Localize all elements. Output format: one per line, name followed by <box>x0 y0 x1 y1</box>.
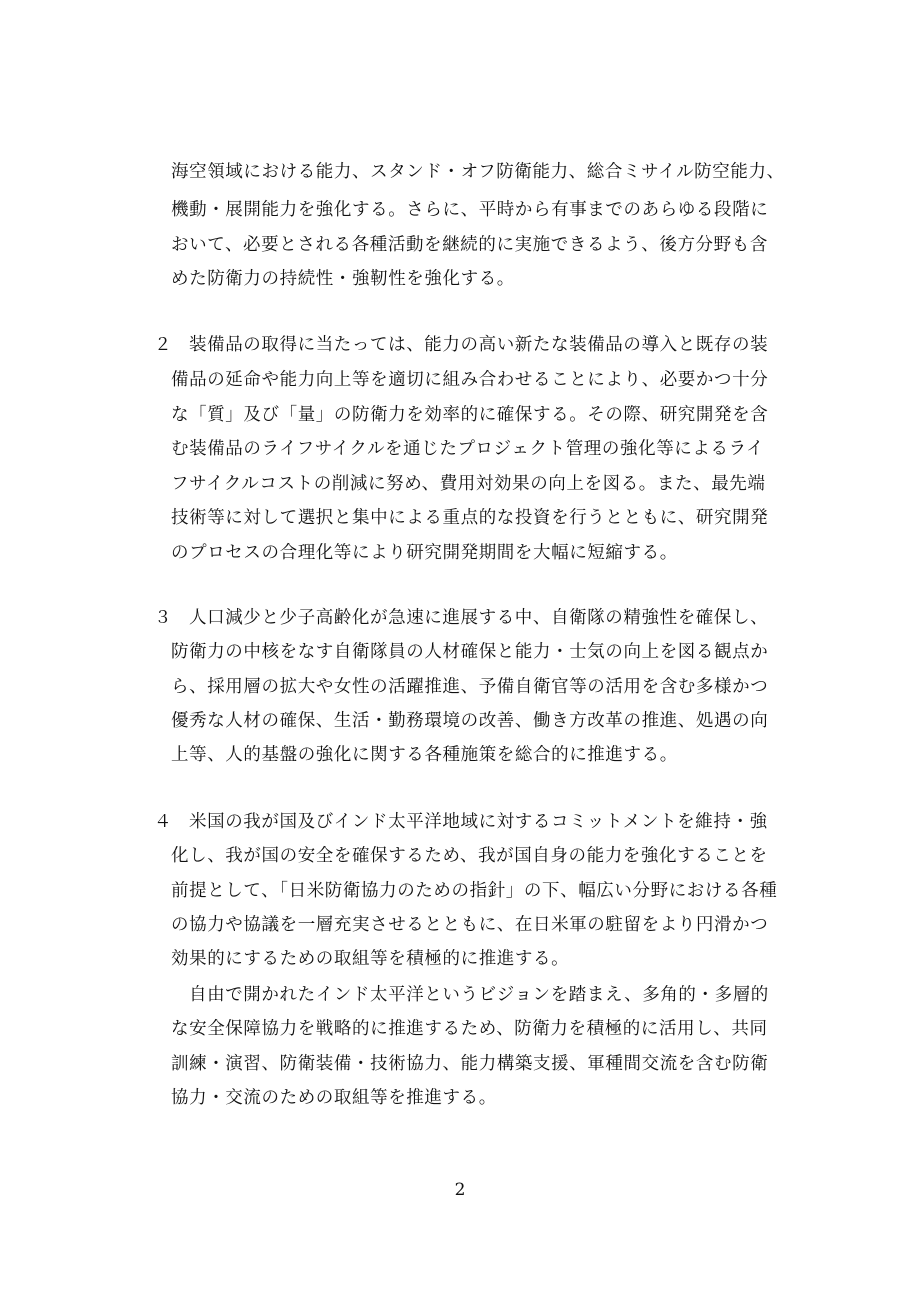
text-line: 協力・交流のための取組等を推進する。 <box>171 1088 497 1108</box>
text-line: の協力や協議を一層充実させるとともに、在日米軍の駐留をより円滑かつ <box>171 915 769 935</box>
text-line: 技術等に対して選択と集中による重点的な投資を行うとともに、研究開発 <box>171 508 769 528</box>
text-line: 装備品の取得に当たっては、能力の高い新たな装備品の導入と既存の装 <box>189 335 769 355</box>
text-line: 防衛力の中核をなす自衛隊員の人材確保と能力・士気の向上を図る観点か <box>171 642 769 662</box>
item-number: ４ <box>154 812 173 832</box>
text-line: な安全保障協力を戦略的に推進するため、防衛力を積極的に活用し、共同 <box>171 1019 768 1039</box>
item-number: ３ <box>154 608 173 628</box>
text-line: 化し、我が国の安全を確保するため、我が国自身の能力を強化することを <box>171 846 768 866</box>
text-line: おいて、必要とされる各種活動を継続的に実施できるよう、後方分野も含 <box>171 235 768 255</box>
page-number: 2 <box>454 1180 466 1200</box>
text-line: フサイクルコストの削減に努め、費用対効果の向上を図る。また、最先端 <box>171 474 766 494</box>
text-line: 機動・展開能力を強化する。さらに、平時から有事までのあらゆる段階に <box>171 200 769 220</box>
text-line: めた防衛力の持続性・強靭性を強化する。 <box>171 269 515 289</box>
text-line: む装備品のライフサイクルを通じたプロジェクト管理の強化等によるライ <box>171 439 765 459</box>
text-line: 上等、人的基盤の強化に関する各種施策を総合的に推進する。 <box>171 745 678 765</box>
text-line: 効果的にするための取組等を積極的に推進する。 <box>171 949 570 969</box>
text-line: のプロセスの合理化等により研究開発期間を大幅に短縮する。 <box>171 543 678 563</box>
text-line: 訓練・演習、防衛装備・技術協力、能力構築支援、軍種間交流を含む防衛 <box>171 1054 769 1074</box>
text-line: 自由で開かれたインド太平洋というビジョンを踏まえ、多角的・多層的 <box>189 985 769 1005</box>
text-line: な「質」及び「量」の防衛力を効率的に確保する。その際、研究開発を含 <box>171 405 769 425</box>
text-line: 海空領域における能力、スタンド・オフ防衛能力、総合ミサイル防空能力、 <box>171 162 785 182</box>
text-line: 優秀な人材の確保、生活・勤務環境の改善、働き方改革の推進、処遇の向 <box>171 711 769 731</box>
text-line: 備品の延命や能力向上等を適切に組み合わせることにより、必要かつ十分 <box>171 370 769 390</box>
text-line: 前提として、「日米防衛協力のための指針」の下、幅広い分野における各種 <box>171 881 778 901</box>
item-number: ２ <box>154 335 173 355</box>
text-line: 人口減少と少子高齢化が急速に進展する中、自衛隊の精強性を確保し、 <box>189 608 769 628</box>
text-line: ら、採用層の拡大や女性の活躍推進、予備自衛官等の活用を含む多様かつ <box>171 677 769 697</box>
text-line: 米国の我が国及びインド太平洋地域に対するコミットメントを維持・強 <box>189 812 768 832</box>
